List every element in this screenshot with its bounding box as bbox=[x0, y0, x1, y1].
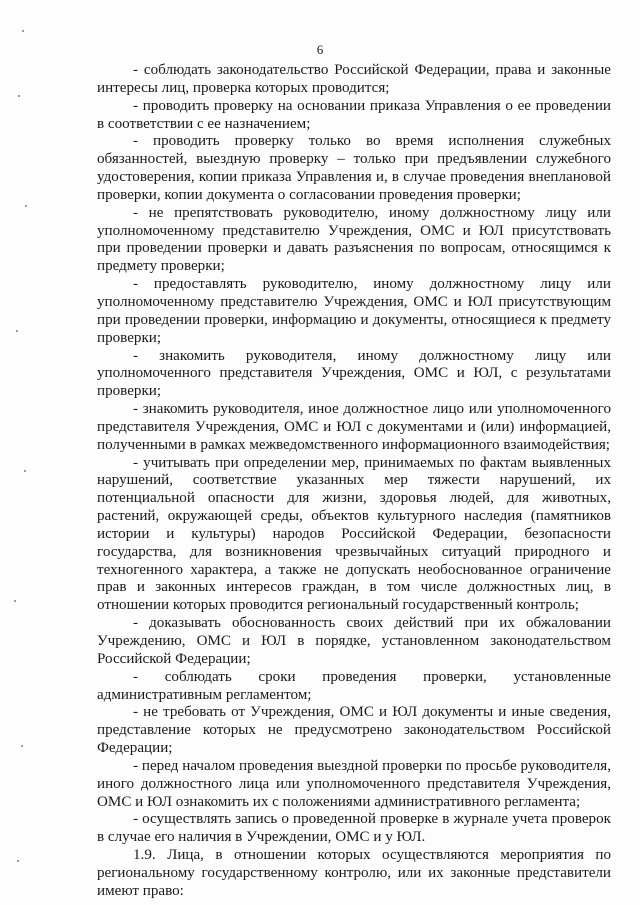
paragraph: - знакомить руководителя, иному должностному лицу или уполномоченного представителя Учреждения, ОМС и ЮЛ, с результатами проверки; bbox=[97, 347, 611, 400]
paragraph: - не препятствовать руководителю, иному должностному лицу или уполномоченному представителю Учреждения, ОМС и ЮЛ присутствовать при проведении проверки и давать разъяснения по вопросам, относящимся к предмету проверки; bbox=[97, 204, 611, 275]
paragraph: - соблюдать сроки проведения проверки, установленные административным регламентом; bbox=[97, 668, 611, 703]
paragraph: - проводить проверку только во время исполнения служебных обязанностей, выездную проверку – только при предъявлении служебного удостоверения, копии приказа Управления и, в случае проведения внеплановой проверки, копии документа о согласовании проведения проверки; bbox=[97, 133, 611, 203]
section-paragraph: 1.9. Лица, в отношении которых осуществляются мероприятия по региональному государственному контролю, или их законные представители имеют право: bbox=[97, 847, 611, 899]
document-body bbox=[97, 62, 611, 901]
scan-artifact bbox=[16, 330, 18, 332]
paragraph: - осуществлять запись о проведенной проверке в журнале учета проверок в случае его наличия в Учреждении, ОМС и у ЮЛ. bbox=[97, 811, 611, 846]
paragraph: - знакомить руководителя, иное должностное лицо или уполномоченного представителя Учреждения, ОМС и ЮЛ с документами и (или) информацией, полученными в рамках межведомственного информационного взаимодействия; bbox=[97, 401, 611, 453]
scan-artifact bbox=[22, 30, 24, 32]
paragraph: - перед началом проведения выездной проверки по просьбе руководителя, иного должностного лица или уполномоченного представителя Учреждения, ОМС и ЮЛ ознакомить их с положениями административного регламента; bbox=[97, 757, 611, 810]
scan-artifact bbox=[18, 95, 20, 97]
scan-artifact bbox=[21, 745, 23, 747]
paragraph: - учитывать при определении мер, принимаемых по фактам выявленных нарушений, соответствие указанных мер тяжести нарушений, их потенциальной опасности для жизни, здоровья людей, для животных, растений, окружающей среды, объектов культурного наследия (памятников истории и культуры) народов Российской Федерации, безопасности государства, для возникновения чрезвычайных ситуаций природного и техногенного характера, а также не допускать необоснованное ограничение прав и законных интересов граждан, в том числе должностных лиц, в отношении которых проводится региональный государственный контроль; bbox=[97, 454, 611, 614]
paragraph: - соблюдать законодательство Российской Федерации, права и законные интересы лиц, проверка которых проводится; bbox=[97, 62, 611, 96]
paragraph: - доказывать обоснованность своих действий при их обжаловании Учреждению, ОМС и ЮЛ в порядке, установленном законодательством Российской Федерации; bbox=[97, 615, 611, 667]
scan-artifact bbox=[25, 205, 27, 207]
paragraph: - проводить проверку на основании приказа Управления о ее проведении в соответствии с ее назначением; bbox=[97, 97, 611, 132]
scan-artifact bbox=[17, 860, 19, 862]
scan-artifact bbox=[14, 600, 16, 602]
page-number: 6 bbox=[316, 42, 324, 57]
paragraph: - не требовать от Учреждения, ОМС и ЮЛ документы и иные сведения, представление которых не предусмотрено законодательством Российской Федерации; bbox=[97, 704, 611, 757]
paragraph: - предоставлять руководителю, иному должностному лицу или уполномоченному представителю Учреждения, ОМС и ЮЛ присутствующим при проведении проверки, информацию и документы, относящиеся к предмету проверки; bbox=[97, 276, 611, 346]
scan-artifact bbox=[24, 470, 26, 472]
